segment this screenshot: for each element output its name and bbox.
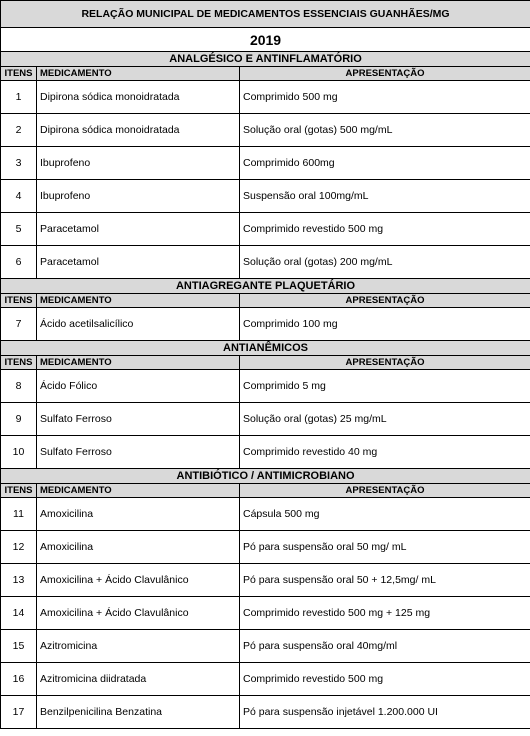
table-row [1,213,530,246]
item-number: 1 [1,81,37,114]
item-number: 14 [1,597,37,630]
table-row [1,114,530,147]
item-number: 17 [1,696,37,729]
item-number: 5 [1,213,37,246]
section-title: ANTIAGREGANTE PLAQUETÁRIO [1,279,530,294]
item-number: 9 [1,403,37,436]
document-title: RELAÇÃO MUNICIPAL DE MEDICAMENTOS ESSENCIAIS GUANHÃES/MG [1,1,530,28]
presentation: Suspensão oral 100mg/mL [240,180,530,213]
table-row [1,696,530,729]
presentation: Pó para suspensão oral 40mg/ml [240,630,530,663]
item-number: 7 [1,308,37,341]
item-number: 15 [1,630,37,663]
medicine-name: Amoxicilina + Ácido Clavulânico [37,597,240,630]
presentation: Pó para suspensão oral 50 + 12,5mg/ mL [240,564,530,597]
medicine-name: Paracetamol [37,246,240,279]
section-header-row [1,341,530,356]
column-header-itens: ITENS [1,484,37,498]
presentation: Solução oral (gotas) 500 mg/mL [240,114,530,147]
section-title: ANTIANÊMICOS [1,341,530,356]
column-header-row [1,294,530,308]
table-row [1,180,530,213]
item-number: 10 [1,436,37,469]
presentation: Comprimido 5 mg [240,370,530,403]
column-header-itens: ITENS [1,67,37,81]
table-row [1,81,530,114]
medicine-name: Dipirona sódica monoidratada [37,81,240,114]
column-header-medicamento: MEDICAMENTO [37,67,240,81]
column-header-row [1,67,530,81]
column-header-row [1,484,530,498]
presentation: Comprimido 500 mg [240,81,530,114]
table-row [1,663,530,696]
item-number: 13 [1,564,37,597]
column-header-apresentacao: APRESENTAÇÃO [240,294,530,308]
table-row [1,597,530,630]
medicine-name: Amoxicilina + Ácido Clavulânico [37,564,240,597]
column-header-row [1,356,530,370]
item-number: 6 [1,246,37,279]
medicine-name: Ácido acetilsalicílico [37,308,240,341]
column-header-apresentacao: APRESENTAÇÃO [240,356,530,370]
table-row [1,246,530,279]
presentation: Comprimido revestido 40 mg [240,436,530,469]
medicine-name: Benzilpenicilina Benzatina [37,696,240,729]
item-number: 12 [1,531,37,564]
table-row [1,436,530,469]
item-number: 4 [1,180,37,213]
medicine-name: Sulfato Ferroso [37,403,240,436]
medicine-name: Paracetamol [37,213,240,246]
column-header-medicamento: MEDICAMENTO [37,356,240,370]
presentation: Solução oral (gotas) 200 mg/mL [240,246,530,279]
column-header-itens: ITENS [1,294,37,308]
medicine-name: Ácido Fólico [37,370,240,403]
table-row [1,370,530,403]
section-title: ANTIBIÓTICO / ANTIMICROBIANO [1,469,530,484]
presentation: Pó para suspensão injetável 1.200.000 UI [240,696,530,729]
column-header-medicamento: MEDICAMENTO [37,294,240,308]
medicine-name: Amoxicilina [37,531,240,564]
medicine-name: Sulfato Ferroso [37,436,240,469]
item-number: 3 [1,147,37,180]
table-row [1,630,530,663]
year-row [1,28,530,52]
medicine-name: Amoxicilina [37,498,240,531]
table-row [1,564,530,597]
table-row [1,403,530,436]
title-row [1,1,530,28]
presentation: Comprimido revestido 500 mg [240,213,530,246]
table-row [1,531,530,564]
table-row [1,147,530,180]
item-number: 2 [1,114,37,147]
item-number: 8 [1,370,37,403]
presentation: Comprimido revestido 500 mg + 125 mg [240,597,530,630]
column-header-apresentacao: APRESENTAÇÃO [240,484,530,498]
medicine-name: Ibuprofeno [37,147,240,180]
section-title: ANALGÉSICO E ANTINFLAMATÓRIO [1,52,530,67]
presentation: Pó para suspensão oral 50 mg/ mL [240,531,530,564]
item-number: 16 [1,663,37,696]
presentation: Comprimido 600mg [240,147,530,180]
column-header-itens: ITENS [1,356,37,370]
section-header-row [1,52,530,67]
section-header-row [1,469,530,484]
table-row [1,308,530,341]
column-header-apresentacao: APRESENTAÇÃO [240,67,530,81]
medicine-name: Azitromicina [37,630,240,663]
section-header-row [1,279,530,294]
table-row [1,498,530,531]
medicine-name: Azitromicina diidratada [37,663,240,696]
presentation: Cápsula 500 mg [240,498,530,531]
presentation: Comprimido revestido 500 mg [240,663,530,696]
medicines-table-body [1,1,530,729]
presentation: Comprimido 100 mg [240,308,530,341]
medicine-name: Dipirona sódica monoidratada [37,114,240,147]
presentation: Solução oral (gotas) 25 mg/mL [240,403,530,436]
column-header-medicamento: MEDICAMENTO [37,484,240,498]
item-number: 11 [1,498,37,531]
document-year: 2019 [1,28,530,52]
medicine-name: Ibuprofeno [37,180,240,213]
